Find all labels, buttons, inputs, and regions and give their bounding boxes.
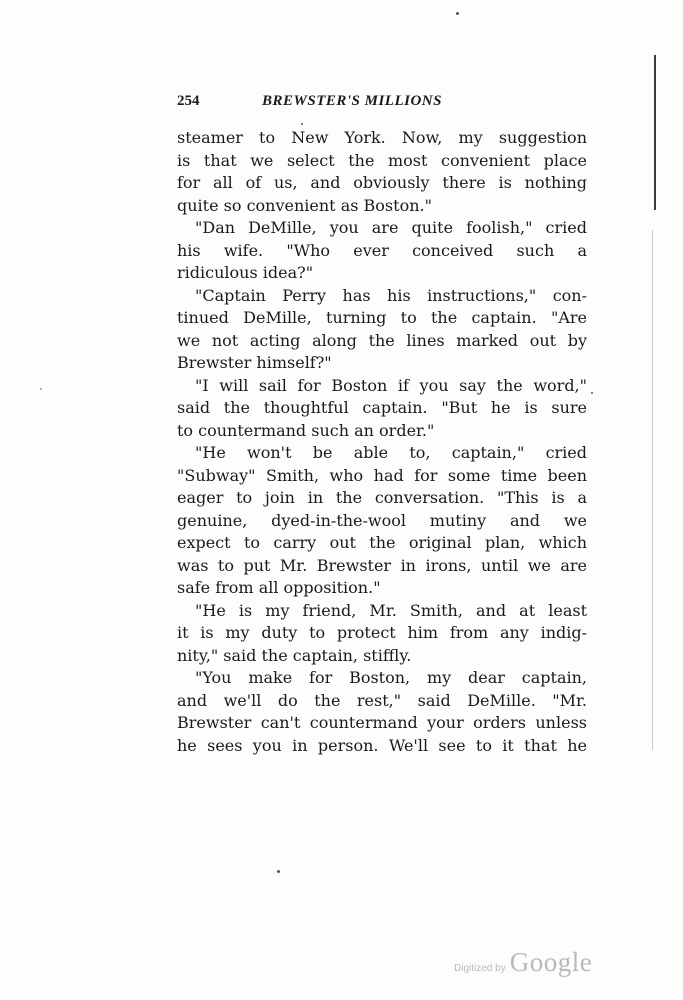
text-line: "Dan DeMille, you are quite foolish," cried (195, 218, 587, 237)
text-line: he sees you in person. We'll see to it that he (177, 735, 587, 755)
text-line: his wife. "Who ever conceived such a (177, 240, 587, 260)
scan-speck (277, 870, 280, 873)
google-logo: Google (509, 947, 593, 977)
text-line: was to put Mr. Brewster in irons, until we are (177, 555, 587, 575)
running-title: BREWSTER'S MILLIONS (262, 93, 442, 109)
text-line: for all of us, and obviously there is nothing (177, 173, 587, 192)
text-line: and we'll do the rest," said DeMille. "Mr. (177, 690, 587, 710)
text-line: "Captain Perry has his instructions," con- (195, 285, 587, 305)
text-line: "Subway" Smith, who had for some time been (177, 465, 587, 485)
page-body (177, 127, 587, 757)
scan-speck (301, 123, 303, 125)
text-line: safe from all opposition." (177, 578, 381, 597)
scan-speck (591, 392, 593, 394)
text-line: to countermand such an order." (177, 420, 435, 440)
text-line: Brewster himself?" (177, 353, 332, 372)
text-line: "He won't be able to, captain," cried (195, 443, 587, 462)
page-header (177, 93, 587, 113)
gutter-rule-faint (652, 230, 653, 750)
text-line: "He is my friend, Mr. Smith, and at least (195, 600, 587, 620)
text-line: it is my duty to protect him from any indig- (177, 623, 587, 642)
text-line: genuine, dyed-in-the-wool mutiny and we (177, 510, 587, 530)
text-line: Brewster can't countermand your orders unless (177, 713, 587, 732)
text-line: "I will sail for Boston if you say the word," (195, 375, 587, 395)
text-line: we not acting along the lines marked out by (177, 330, 587, 350)
text-line: "You make for Boston, my dear captain, (195, 668, 587, 687)
gutter-rule (654, 55, 656, 210)
text-line: quite so convenient as Boston." (177, 195, 432, 215)
scan-speck (456, 12, 459, 15)
text-line: steamer to New York. Now, my suggestion (177, 128, 587, 147)
text-line: ridiculous idea?" (177, 263, 314, 282)
text-line: is that we select the most convenient place (177, 150, 587, 170)
text-line: nity," said the captain, stiffly. (177, 645, 412, 665)
text-line: expect to carry out the original plan, which (177, 533, 587, 552)
text-line: eager to join in the conversation. "This is a (177, 488, 587, 507)
text-line: tinued DeMille, turning to the captain. "Are (177, 308, 587, 327)
watermark-prefix: Digitized by (454, 963, 506, 974)
google-watermark (454, 948, 592, 978)
scan-speck (40, 388, 42, 390)
text-line: said the thoughtful captain. "But he is sure (177, 398, 587, 417)
page-number: 254 (177, 93, 200, 109)
